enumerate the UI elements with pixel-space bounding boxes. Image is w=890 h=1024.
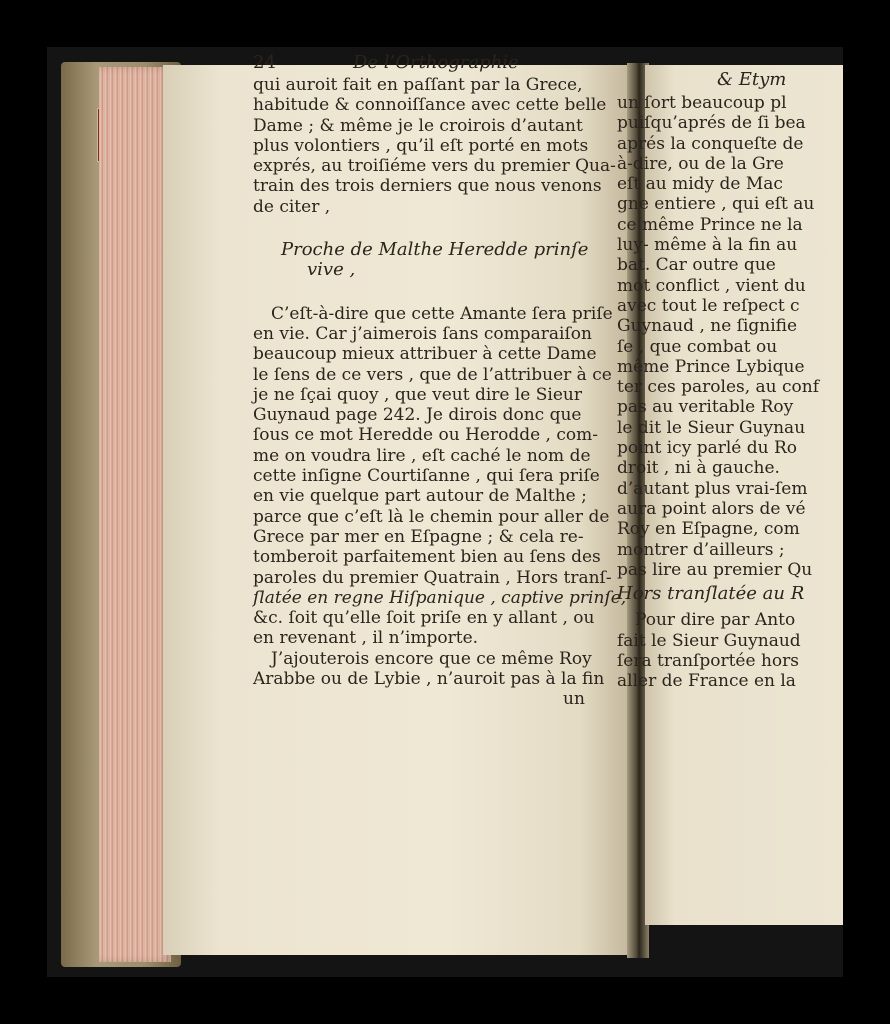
text-line: en vie. Car j’aimerois ſans comparaiſon <box>253 323 592 344</box>
running-title: & Etym <box>717 69 787 90</box>
text-line: Roy en Eſpagne, com <box>617 519 800 540</box>
text-line: Guynaud , ne ſignifie <box>617 316 798 337</box>
left-page-text <box>253 52 627 710</box>
text-line: &c. ſoit qu’elle ſoit priſe en y allant , ou <box>253 608 595 629</box>
text-line: puiſqu’aprés de ſi bea <box>617 113 806 134</box>
text-line: en revenant , il n’importe. <box>253 628 479 649</box>
text-line: beaucoup mieux attribuer à cette Dame <box>253 344 597 365</box>
right-lines-2 <box>617 610 801 692</box>
text-line: ce même Prince ne la <box>617 214 803 235</box>
text-line: d’autant plus vrai-ſem <box>617 478 808 499</box>
text-line: train des trois derniers que nous venons <box>253 176 602 197</box>
right-lines <box>617 93 820 580</box>
text-line: avec tout le reſpect c <box>617 295 800 316</box>
text-line: tomberoit parfaitement bien au ſens des <box>253 547 601 568</box>
text-line: le ſens de ce vers , que de l’attribuer à ce <box>253 364 612 385</box>
text-line: montrer d’ailleurs ; <box>617 539 785 560</box>
running-title: De l’Orthographie <box>353 52 519 73</box>
right-heading: Hors tranſlatée au R <box>617 583 805 605</box>
text-line: pas lire au premier Qu <box>617 559 813 580</box>
quote-line: vive , <box>307 259 356 281</box>
text-line: mot conflict , vient du <box>617 275 806 296</box>
text-line: paroles du premier Quatrain , Hors tranſ- <box>253 567 612 588</box>
text-line: luy- même à la fin au <box>617 235 798 256</box>
text-line: ſera tranſportée hors <box>617 651 799 672</box>
text-line: habitude & connoiſſance avec cette belle <box>253 95 607 116</box>
text-line: Dame ; & même je le croirois d’autant <box>253 115 583 136</box>
text-line: exprés, au troiſiéme vers du premier Qua- <box>253 156 616 177</box>
text-line: je ne ſçai quoy , que veut dire le Sieur <box>253 384 582 405</box>
text-line: le dit le Sieur Guynau <box>617 417 806 438</box>
text-line: gne entiere , qui eſt au <box>617 194 815 215</box>
text-line: Guynaud page 242. Je dirois donc que <box>253 405 582 426</box>
text-line: même Prince Lybique <box>617 356 805 377</box>
text-line: aura point alors de vé <box>617 498 806 519</box>
text-line: droit , ni à gauche. <box>617 458 780 479</box>
text-line: plus volontiers , qu’il eſt porté en mots <box>253 135 589 156</box>
text-line: ſe , que combat ou <box>617 336 778 357</box>
text-line: me on voudra lire , eſt caché le nom de <box>253 445 591 466</box>
text-line: en vie quelque part autour de Malthe ; <box>253 486 587 507</box>
quote-heading <box>253 240 588 281</box>
catchword: un <box>563 689 585 710</box>
text-line: parce que c’eſt là le chemin pour aller de <box>253 506 610 527</box>
quote-line: Proche de Malthe Heredde prinſe <box>281 239 589 261</box>
right-page-text <box>617 69 820 692</box>
text-line: point icy parlé du Ro <box>617 438 798 459</box>
text-line: Arabbe ou de Lybie , n’auroit pas à la fin <box>253 669 605 690</box>
paragraph-3 <box>253 648 605 710</box>
text-line: aprés la conqueſte de <box>617 133 804 154</box>
text-line: Grece par mer en Eſpagne ; & cela re- <box>253 526 584 547</box>
text-line: aller de France en la <box>617 671 796 692</box>
text-line: cette inſigne Courtiſanne , qui ſera priſe <box>253 466 600 487</box>
paragraph-2 <box>253 303 627 649</box>
page-number: 24 <box>253 52 276 73</box>
paragraph-1 <box>253 75 616 217</box>
text-line: pas au veritable Roy <box>617 397 794 418</box>
text-line: C’eſt-à-dire que cette Amante ſera priſe <box>271 303 613 324</box>
text-line: J’ajouterois encore que ce même Roy <box>271 648 592 669</box>
text-line: ſlatée en regne Hiſpanique , captive prinſe, <box>253 587 627 608</box>
text-line: fait le Sieur Guynaud <box>617 630 801 651</box>
text-line: un ſort beaucoup pl <box>617 93 787 113</box>
running-head <box>253 53 588 75</box>
text-line: ter ces paroles, au conf <box>617 377 820 398</box>
text-line: Pour dire par Anto <box>635 610 796 631</box>
page-edges <box>99 67 171 962</box>
text-line: de citer , <box>253 196 331 217</box>
text-line: eſt au midy de Mac <box>617 174 783 195</box>
text-line: ſous ce mot Heredde ou Herodde , com- <box>253 425 598 446</box>
text-line: bat. Car outre que <box>617 255 776 276</box>
text-line: qui auroit fait en paſſant par la Grece, <box>253 75 583 95</box>
text-line: à-dire, ou de la Gre <box>617 153 784 174</box>
